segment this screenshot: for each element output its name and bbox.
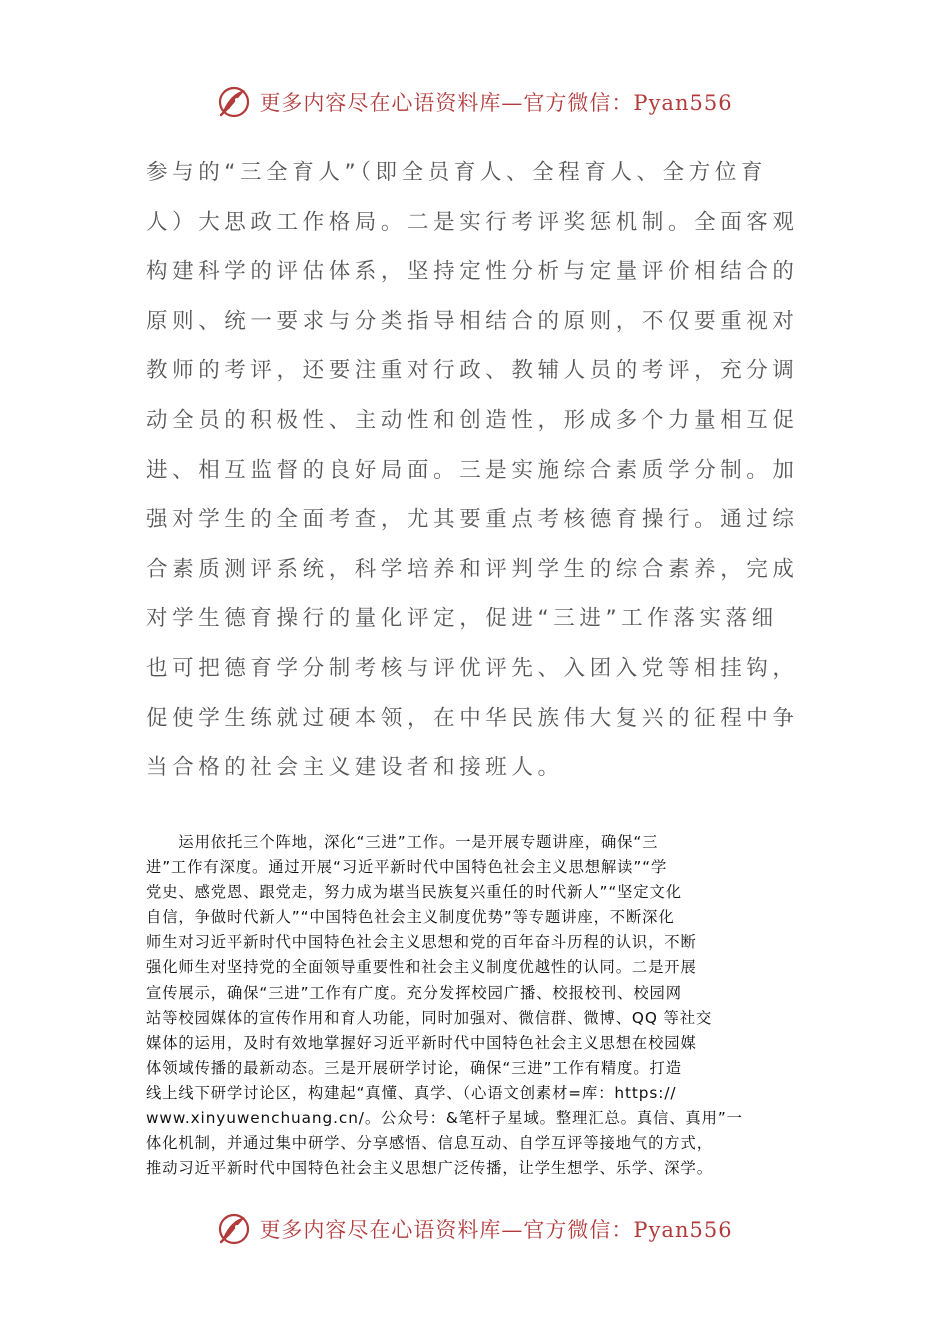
- text-line: 宣传展示，确保“三进”工作有广度。充分发挥校园广播、校报校刊、校园网: [146, 983, 682, 1002]
- text-line: 原则、统一要求与分类指导相结合的原则，不仅要重视对: [146, 308, 799, 334]
- text-line: 线上线下研学讨论区，构建起“真懂、真学、（心语文创素材=库：https://: [146, 1083, 677, 1102]
- header-banner-text: 更多内容尽在心语资料库—官方微信：Pyan556: [259, 91, 733, 115]
- text-line: 强化师生对坚持党的全面领导重要性和社会主义制度优越性的认同。二是开展: [146, 958, 697, 977]
- text-line: www.xinyuwenchuang.cn/。公众号：&笔杆子星域。整理汇总。真信、真用”一: [146, 1109, 743, 1128]
- text-line: 构建科学的评估体系，坚持定性分析与定量评价相结合的: [146, 259, 799, 285]
- main-paragraph-large: [146, 148, 826, 793]
- text-line: 参与的“三全育人”（即全员育人、全程育人、全方位育: [146, 160, 768, 185]
- text-line: 促使学生练就过硬本领，在中华民族伟大复兴的征程中争: [146, 705, 799, 731]
- main-paragraph-small: [146, 830, 826, 1181]
- footer-banner: [0, 1207, 950, 1251]
- text-line: 媒体的运用，及时有效地掌握好习近平新时代中国特色社会主义思想在校园媒: [146, 1033, 697, 1052]
- text-line: 运用依托三个阵地，深化“三进”工作。一是开展专题讲座，确保“三: [146, 833, 659, 851]
- text-line: 推动习近平新时代中国特色社会主义思想广泛传播，让学生想学、乐学、深学。: [146, 1159, 713, 1178]
- text-line: 进”工作有深度。通过开展“习近平新时代中国特色社会主义思想解读”“学: [146, 858, 668, 877]
- text-line: 自信，争做时代新人”“中国特色社会主义制度优势”等专题讲座，不断深化: [146, 908, 675, 927]
- text-line: 人）大思政工作格局。二是实行考评奖惩机制。全面客观: [146, 209, 799, 235]
- text-line: 体化机制，并通过集中研学、分享感悟、信息互动、自学互评等接地气的方式，: [146, 1134, 713, 1153]
- pen-logo-icon: [217, 1212, 251, 1246]
- text-line: 党史、感党恩、跟党走，努力成为堪当民族复兴重任的时代新人”“坚定文化: [146, 883, 682, 902]
- header-banner: [0, 80, 950, 124]
- pen-logo-icon: [217, 85, 251, 119]
- text-line: 也可把德育学分制考核与评优评先、入团入党等相挂钩，: [146, 655, 799, 681]
- footer-banner-text: 更多内容尽在心语资料库—官方微信：Pyan556: [259, 1218, 733, 1242]
- text-line: 对学生德育操行的量化评定，促进“三进”工作落实落细: [146, 606, 778, 632]
- text-line: 站等校园媒体的宣传作用和育人功能，同时加强对、微信群、微博、QQ 等社交: [146, 1008, 713, 1027]
- text-line: 动全员的积极性、主动性和创造性，形成多个力量相互促: [146, 407, 799, 433]
- text-line: 强对学生的全面考查，尤其要重点考核德育操行。通过综: [146, 507, 799, 533]
- text-line: 合素质测评系统，科学培养和评判学生的综合素养，完成: [146, 556, 799, 582]
- text-line: 当合格的社会主义建设者和接班人。: [146, 755, 564, 781]
- text-line: 进、相互监督的良好局面。三是实施综合素质学分制。加: [146, 457, 799, 483]
- text-line: 教师的考评，还要注重对行政、教辅人员的考评，充分调: [146, 358, 799, 384]
- text-line: 体领域传播的最新动态。三是开展研学讨论，确保“三进”工作有精度。打造: [146, 1058, 682, 1077]
- text-line: 师生对习近平新时代中国特色社会主义思想和党的百年奋斗历程的认识，不断: [146, 933, 697, 952]
